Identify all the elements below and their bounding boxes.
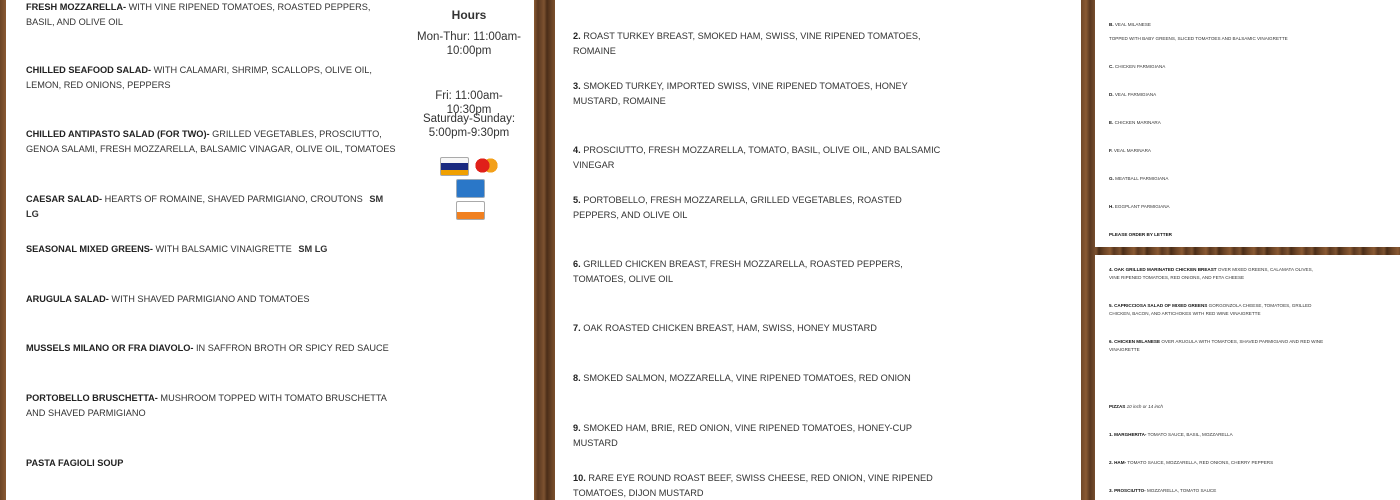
menu-item: 6. CHICKEN MILANESE OVER ARUGULA WITH TOMATOES, SHAVED PARMIGIANO AND RED WINE VINAIGRETTE bbox=[1109, 339, 1324, 352]
menu-item: 4. PROSCIUTTO, FRESH MOZZARELLA, TOMATO, BASIL, OLIVE OIL, AND BALSAMIC VINEGAR bbox=[573, 145, 941, 170]
menu-item: 8. SMOKED SALMON, MOZZARELLA, VINE RIPENED TOMATOES, RED ONION bbox=[573, 373, 911, 383]
menu-item: D. VEAL PARMIGIANA bbox=[1109, 92, 1157, 97]
menu-item: ARUGULA SALAD- WITH SHAVED PARMIGIANO AND TOMATOES bbox=[26, 294, 310, 304]
menu-item: SEASONAL MIXED GREENS- WITH BALSAMIC VINAIGRETTE SM LG bbox=[26, 244, 328, 254]
menu-item: 2. ROAST TURKEY BREAST, SMOKED HAM, SWISS, VINE RIPENED TOMATOES, ROMAINE bbox=[573, 31, 921, 56]
menu-item: G. MEATBALL PARMIGIANA bbox=[1109, 176, 1169, 181]
menu-item: 6. GRILLED CHICKEN BREAST, FRESH MOZZARELLA, ROASTED PEPPERS, TOMATOES, OLIVE OIL bbox=[573, 259, 903, 284]
order-note: PLEASE ORDER BY LETTER bbox=[1109, 232, 1172, 237]
mastercard-icon bbox=[473, 157, 500, 174]
menu-item: 7. OAK ROASTED CHICKEN BREAST, HAM, SWISS, HONEY MUSTARD bbox=[573, 323, 877, 333]
menu-item: 10. RARE EYE ROUND ROAST BEEF, SWISS CHEESE, RED ONION, VINE RIPENED TOMATOES, DIJON MUSTARD bbox=[573, 473, 933, 498]
menu-item: PASTA FAGIOLI SOUP bbox=[26, 458, 124, 468]
menu-item: C. CHICKEN PARMIGIANA bbox=[1109, 64, 1166, 69]
menu-item: 5. CAPRICCIOSA SALAD OF MIXED GREENS GORGONZOLA CHEESE, TOMATOES, GRILLED CHICKEN, BACON, AND ARTICHOKES WITH RED WINE VINAIGRETTE bbox=[1109, 303, 1312, 316]
sandwiches-panel bbox=[555, 0, 1081, 500]
pizzas-heading: PIZZAS 10 inch or 14 inch bbox=[1109, 404, 1163, 409]
menu-item: E. CHICKEN MARINARA bbox=[1109, 120, 1161, 125]
hours-friday: Fri: 11:00am-10:30pm bbox=[435, 90, 503, 116]
menu-item: 3. SMOKED TURKEY, IMPORTED SWISS, VINE RIPENED TOMATOES, HONEY MUSTARD, ROMAINE bbox=[573, 81, 908, 106]
salads-pizzas-panel bbox=[1095, 255, 1400, 500]
hours-weekend: Saturday-Sunday: 5:00pm-9:30pm bbox=[422, 113, 516, 139]
menu-item: 1. MARGHERITA- TOMATO SAUCE, BASIL, MOZZARELLA bbox=[1109, 432, 1233, 437]
menu-item: H. EGGPLANT PARMIGIANA bbox=[1109, 204, 1170, 209]
menu-item: FRESH MOZZARELLA- WITH VINE RIPENED TOMATOES, ROASTED PEPPERS, BASIL, AND OLIVE OIL bbox=[26, 2, 371, 27]
menu-item: CHILLED SEAFOOD SALAD- WITH CALAMARI, SHRIMP, SCALLOPS, OLIVE OIL, LEMON, RED ONIONS, PEPPERS bbox=[26, 65, 372, 90]
appetizers-panel bbox=[6, 0, 534, 500]
menu-item: 9. SMOKED HAM, BRIE, RED ONION, VINE RIPENED TOMATOES, HONEY-CUP MUSTARD bbox=[573, 423, 912, 448]
heroes-panel bbox=[1095, 0, 1400, 247]
menu-item: CHILLED ANTIPASTO SALAD (FOR TWO)- GRILLED VEGETABLES, PROSCIUTTO, GENOA SALAMI, FRESH MOZZARELLA, BALSAMIC VINAGAR, OLIVE OIL, TOMATOES bbox=[26, 129, 396, 154]
menu-item: 5. PORTOBELLO, FRESH MOZZARELLA, GRILLED VEGETABLES, ROASTED PEPPERS, AND OLIVE OIL bbox=[573, 195, 902, 220]
hours-title: Hours bbox=[451, 8, 487, 22]
amex-card-icon bbox=[456, 179, 485, 198]
menu-item-note: TOPPED WITH BABY GREENS, SLICED TOMATOES AND BALSAMIC VINAIGRETTE bbox=[1109, 36, 1288, 41]
menu-item: 2. HAM- TOMATO SAUCE, MOZZARELLA, RED ONIONS, CHERRY PEPPERS bbox=[1109, 460, 1274, 465]
visa-card-icon bbox=[440, 157, 469, 176]
menu-item: CAESAR SALAD- HEARTS OF ROMAINE, SHAVED PARMIGIANO, CROUTONS SM LG bbox=[26, 194, 384, 219]
menu-item: 4. OAK GRILLED MARINATED CHICKEN BREAST OVER MIXED GREENS, CALAMATA OLIVES, VINE RIPENED TOMATOES, RED ONIONS, AND FETA CHEESE bbox=[1109, 267, 1313, 280]
menu-item: B. VEAL MILANESE bbox=[1109, 22, 1151, 27]
hours-weekday: Mon-Thur: 11:00am-10:00pm bbox=[417, 31, 521, 57]
payment-cards bbox=[422, 157, 518, 223]
menu-item: PORTOBELLO BRUSCHETTA- MUSHROOM TOPPED WITH TOMATO BRUSCHETTA AND SHAVED PARMIGIANO bbox=[26, 393, 387, 418]
menu-item: 3. PROSCIUTTO- MOZZARELLA, TOMATO SAUCE bbox=[1109, 488, 1217, 493]
discover-card-icon bbox=[456, 201, 485, 220]
menu-item: F. VEAL MARINARA bbox=[1109, 148, 1151, 153]
menu-item: MUSSELS MILANO OR FRA DIAVOLO- IN SAFFRON BROTH OR SPICY RED SAUCE bbox=[26, 343, 389, 353]
